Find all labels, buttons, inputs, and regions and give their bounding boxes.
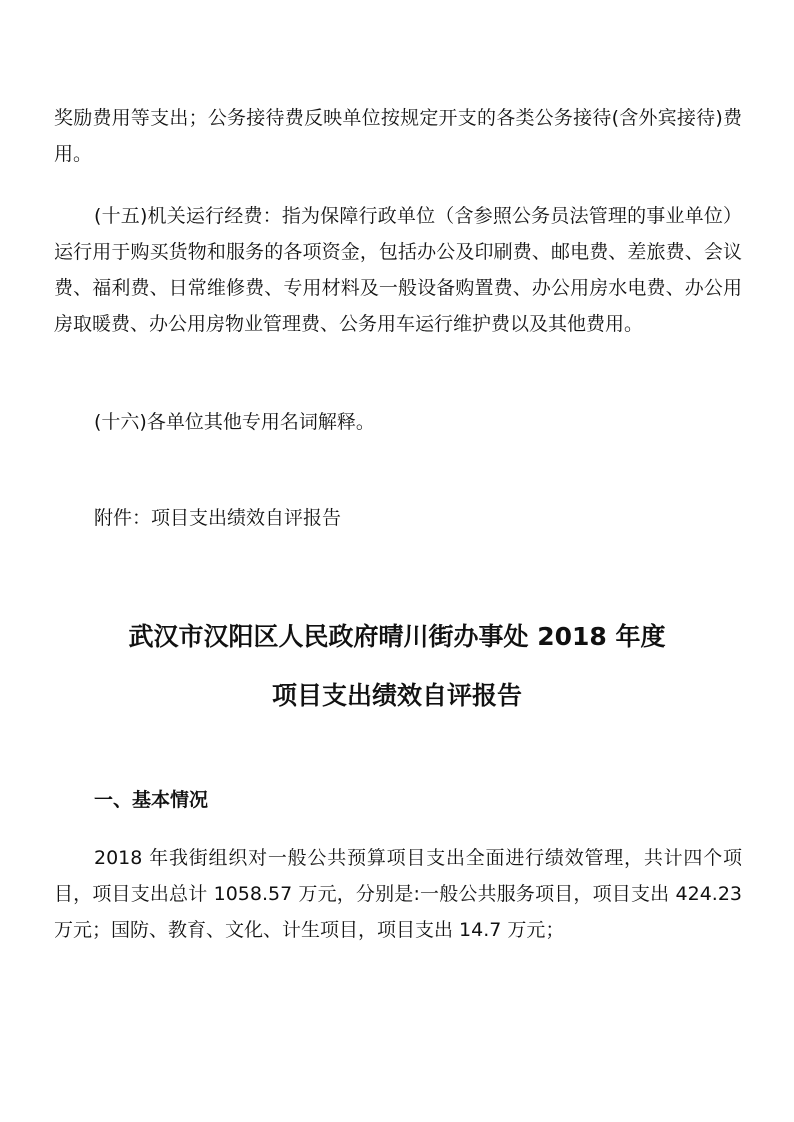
- section-body-basic-info: 2018 年我街组织对一般公共预算项目支出全面进行绩效管理，共计四个项目，项目支出总计 1058.57 万元，分别是:一般公共服务项目，项目支出 424.23 万元；国防、教育、文化、计生项目，项目支出 14.7 万元；: [54, 847, 742, 941]
- attachment-line: 附件：项目支出绩效自评报告: [94, 507, 342, 529]
- section-heading-basic-info: 一、基本情况: [94, 789, 209, 811]
- report-title-line2: 项目支出绩效自评报告: [271, 681, 522, 710]
- paragraph-continued: 奖励费用等支出；公务接待费反映单位按规定开支的各类公务接待(含外宾接待)费用。: [54, 107, 742, 165]
- report-title-line1: 武汉市汉阳区人民政府晴川街办事处 2018 年度: [128, 622, 666, 651]
- paragraph-item-15: (十五)机关运行经费：指为保障行政单位（含参照公务员法管理的事业单位）运行用于购买货物和服务的各项资金，包括办公及印刷费、邮电费、差旅费、会议费、福利费、日常维修费、专用材料及一般设备购置费、办公用房水电费、办公用房取暖费、办公用房物业管理费、公务用车运行维护费以及其他费用。: [54, 205, 742, 335]
- paragraph-item-16: (十六)各单位其他专用名词解释。: [94, 411, 375, 433]
